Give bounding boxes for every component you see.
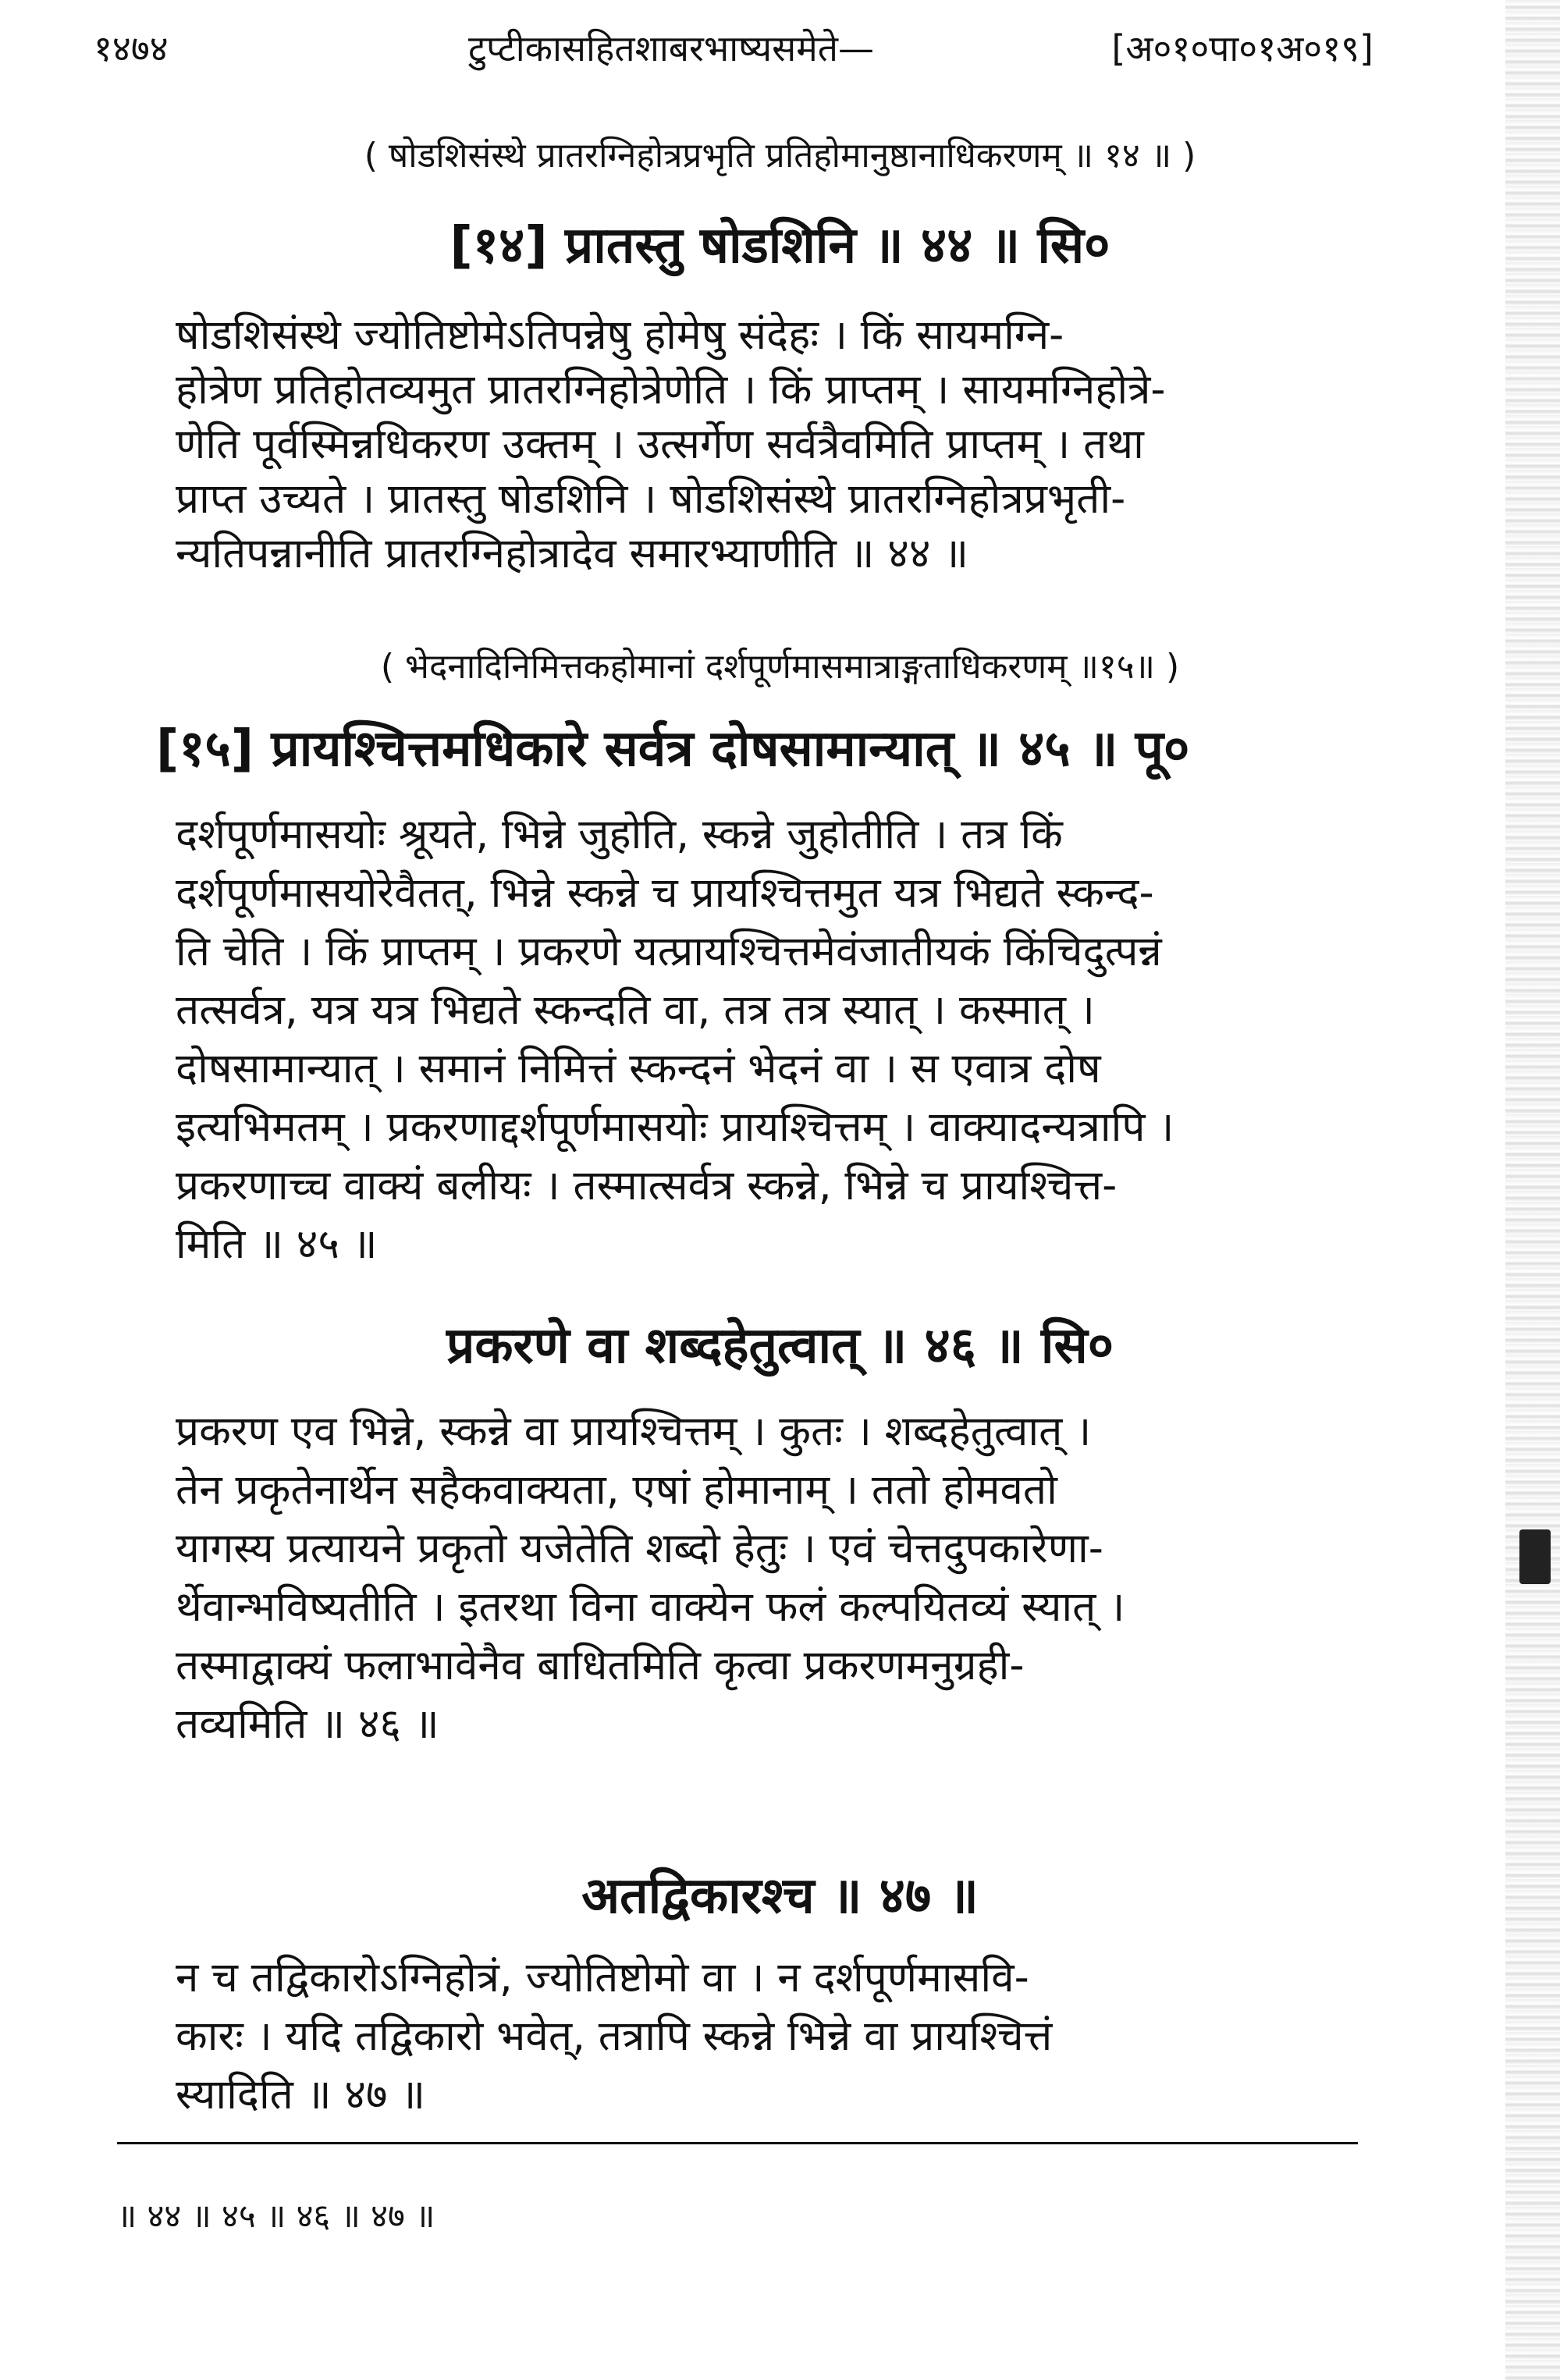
bhashya-line: प्रकरण एव भिन्ने, स्कन्ने वा प्रायश्चित्तम् । कुतः । शब्दहेतुत्वात् । <box>176 1408 1092 1455</box>
bhashya-line: न च तद्विकारोऽग्निहोत्रं, ज्योतिष्टोमो वा । न दर्शपूर्णमासवि- <box>176 1954 1029 2002</box>
footnote-markers: ॥ ४४ ॥ ४५ ॥ ४६ ॥ ४७ ॥ <box>117 2197 435 2235</box>
section-reference: [अ०१०पा०१अ०१९] <box>1111 27 1373 69</box>
scan-edge <box>1505 0 1560 2380</box>
bhashya-line: दर्शपूर्णमासयोः श्रूयते, भिन्ने जुहोति, स्कन्ने जुहोतीति । तत्र किं <box>176 811 1063 858</box>
bhashya-line: दोषसामान्यात् । समानं निमित्तं स्कन्दनं भेदनं वा । स एवात्र दोष <box>176 1045 1101 1092</box>
scan-artifact <box>1519 1529 1551 1584</box>
bhashya-line: तेन प्रकृतेनार्थेन सहैकवाक्यता, एषां होमानाम् । ततो होमवतो <box>176 1466 1057 1514</box>
page-number: १४७४ <box>94 27 169 69</box>
sutra-47: अतद्विकारश्च ॥ ४७ ॥ <box>581 1867 979 1925</box>
adhikarana-title-15: ( भेदनादिनिमित्तकहोमानां दर्शपूर्णमासमात्राङ्गताधिकरणम् ॥१५॥ ) <box>380 647 1180 687</box>
bhashya-line: णेति पूर्वस्मिन्नधिकरण उक्तम् । उत्सर्गेण सर्वत्रैवमिति प्राप्तम् । तथा <box>176 421 1144 468</box>
adhikarana-title-14: ( षोडशिसंस्थे प्रातरग्निहोत्रप्रभृति प्रतिहोमानुष्ठानाधिकरणम् ॥ १४ ॥ ) <box>364 136 1196 176</box>
page-header <box>94 23 1373 94</box>
bhashya-line: ति चेति । किं प्राप्तम् । प्रकरणे यत्प्रायश्चित्तमेवंजातीयकं किंचिदुत्पन्नं <box>176 928 1162 975</box>
bhashya-line: कारः । यदि तद्विकारो भवेत्, तत्रापि स्कन्ने भिन्ने वा प्रायश्चित्तं <box>176 2012 1053 2060</box>
bhashya-line: षोडशिसंस्थे ज्योतिष्टोमेऽतिपन्नेषु होमेषु संदेहः । किं सायमग्नि- <box>176 311 1064 359</box>
bhashya-line: तत्सर्वत्र, यत्र यत्र भिद्यते स्कन्दति वा, तत्र तत्र स्यात् । कस्मात् । <box>176 986 1095 1034</box>
bhashya-line: मिति ॥ ४५ ॥ <box>176 1220 378 1268</box>
bhashya-line: र्थेवान्भविष्यतीति । इतरथा विना वाक्येन फलं कल्पयितव्यं स्यात् । <box>176 1583 1125 1631</box>
bhashya-line: न्यतिपन्नानीति प्रातरग्निहोत्रादेव समारभ्याणीति ॥ ४४ ॥ <box>176 530 968 577</box>
running-title: टुप्टीकासहितशाबरभाष्यसमेते— <box>468 27 874 69</box>
footnote-rule <box>117 2142 1358 2144</box>
sutra-45: [१५] प्रायश्चित्तमधिकारे सर्वत्र दोषसामान्यात् ॥ ४५ ॥ पू० <box>156 720 1190 778</box>
bhashya-line: तस्माद्वाक्यं फलाभावेनैव बाधितमिति कृत्वा प्रकरणमनुग्रही- <box>176 1642 1025 1689</box>
bhashya-line: प्राप्त उच्यते । प्रातस्तु षोडशिनि । षोडशिसंस्थे प्रातरग्निहोत्रप्रभृती- <box>176 475 1126 523</box>
bhashya-line: यागस्य प्रत्यायने प्रकृतो यजेतेति शब्दो हेतुः । एवं चेत्तदुपकारेणा- <box>176 1525 1103 1572</box>
bhashya-line: प्रकरणाच्च वाक्यं बलीयः । तस्मात्सर्वत्र स्कन्ने, भिन्ने च प्रायश्चित्त- <box>176 1162 1118 1210</box>
bhashya-line: तव्यमिति ॥ ४६ ॥ <box>176 1700 439 1748</box>
bhashya-line: स्यादिति ॥ ४७ ॥ <box>176 2071 426 2119</box>
sutra-44: [१४] प्रातस्तु षोडशिनि ॥ ४४ ॥ सि० <box>450 217 1110 275</box>
bhashya-line: होत्रेण प्रतिहोतव्यमुत प्रातरग्निहोत्रेणेति । किं प्राप्तम् । सायमग्निहोत्रे- <box>176 366 1166 414</box>
bhashya-line: दर्शपूर्णमासयोरेवैतत्, भिन्ने स्कन्ने च प्रायश्चित्तमुत यत्र भिद्यते स्कन्द- <box>176 869 1154 917</box>
bhashya-line: इत्यभिमतम् । प्रकरणाद्दर्शपूर्णमासयोः प्रायश्चित्तम् । वाक्यादन्यत्रापि । <box>176 1103 1174 1151</box>
sutra-46: प्रकरणे वा शब्दहेतुत्वात् ॥ ४६ ॥ सि० <box>446 1317 1114 1375</box>
